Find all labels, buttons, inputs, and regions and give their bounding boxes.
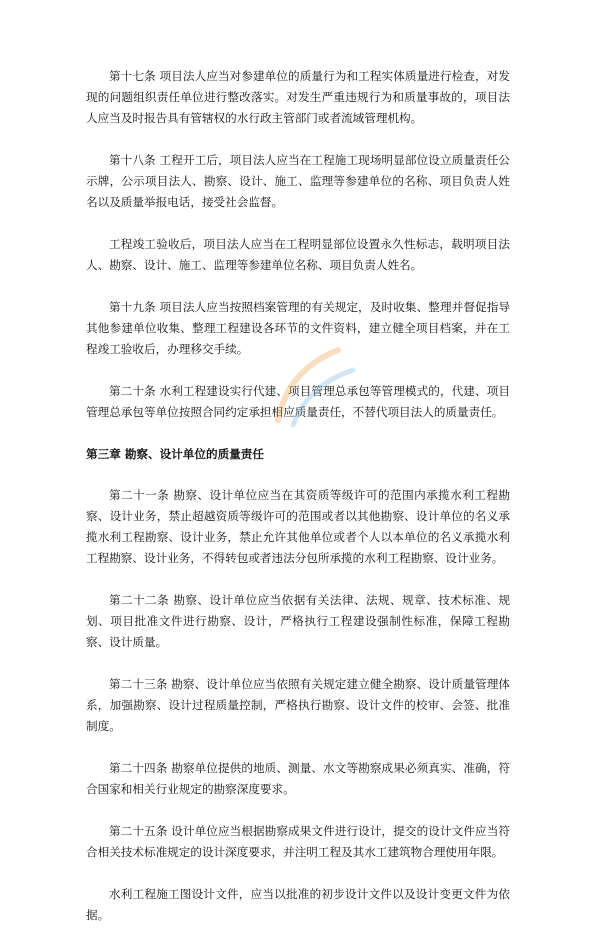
article-22: 第二十二条 勘察、设计单位应当依据有关法律、法规、规章、技术标准、规划、项目批准文件进行勘察、设计，严格执行工程建设强制性标准，保障工程勘察、设计质量。: [86, 593, 510, 649]
article-18-completion: 工程竣工验收后，项目法人应当在工程明显部位设置永久性标志，载明项目法人、勘察、设计、施工、监理等参建单位名称、项目负责人姓名。: [86, 237, 510, 272]
article-19: 第十九条 项目法人应当按照档案管理的有关规定，及时收集、整理并督促指导其他参建单位收集、整理工程建设各环节的文件资料，建立健全项目档案，并在工程竣工验收后，办理移交手续。: [86, 300, 510, 356]
article-21: 第二十一条 勘察、设计单位应当在其资质等级许可的范围内承揽水利工程勘察、设计业务，禁止超越资质等级许可的范围或者以其他勘察、设计单位的名义承揽水利工程勘察、设计业务，禁止允许其他单位或者个人以本单位的名义承揽水利工程勘察、设计业务，不得转包或者违法分包所承揽的水利工程勘察、设计业务。: [86, 488, 510, 565]
construction-drawing-basis: 水利工程施工图设计文件，应当以批准的初步设计文件以及设计变更文件为依据。: [86, 887, 510, 922]
article-23: 第二十三条 勘察、设计单位应当依照有关规定建立健全勘察、设计质量管理体系，加强勘察、设计过程质量控制，严格执行勘察、设计文件的校审、会签、批准制度。: [86, 677, 510, 733]
chapter-heading: 第三章 勘察、设计单位的质量责任: [86, 447, 264, 461]
article-24: 第二十四条 勘察单位提供的地质、测量、水文等勘察成果必须真实、准确，符合国家和相关行业规定的勘察深度要求。: [86, 761, 510, 796]
article-20: 第二十条 水利工程建设实行代建、项目管理总承包等管理模式的，代建、项目管理总承包等单位按照合同约定承担相应质量责任，不替代项目法人的质量责任。: [86, 384, 510, 419]
article-17: 第十七条 项目法人应当对参建单位的质量行为和工程实体质量进行检查，对发现的问题组织责任单位进行整改落实。对发生严重违规行为和质量事故的，项目法人应当及时报告具有管辖权的水行政主管部门或者流域管理机构。: [86, 69, 510, 125]
document-body: [86, 66, 510, 947]
article-25: 第二十五条 设计单位应当根据勘察成果文件进行设计，提交的设计文件应当符合相关技术标准规定的设计深度要求，并注明工程及其水工建筑物合理使用年限。: [86, 824, 510, 859]
article-18: 第十八条 工程开工后，项目法人应当在工程施工现场明显部位设立质量责任公示牌，公示项目法人、勘察、设计、施工、监理等参建单位的名称、项目负责人姓名以及质量举报电话，接受社会监督。: [86, 153, 510, 209]
